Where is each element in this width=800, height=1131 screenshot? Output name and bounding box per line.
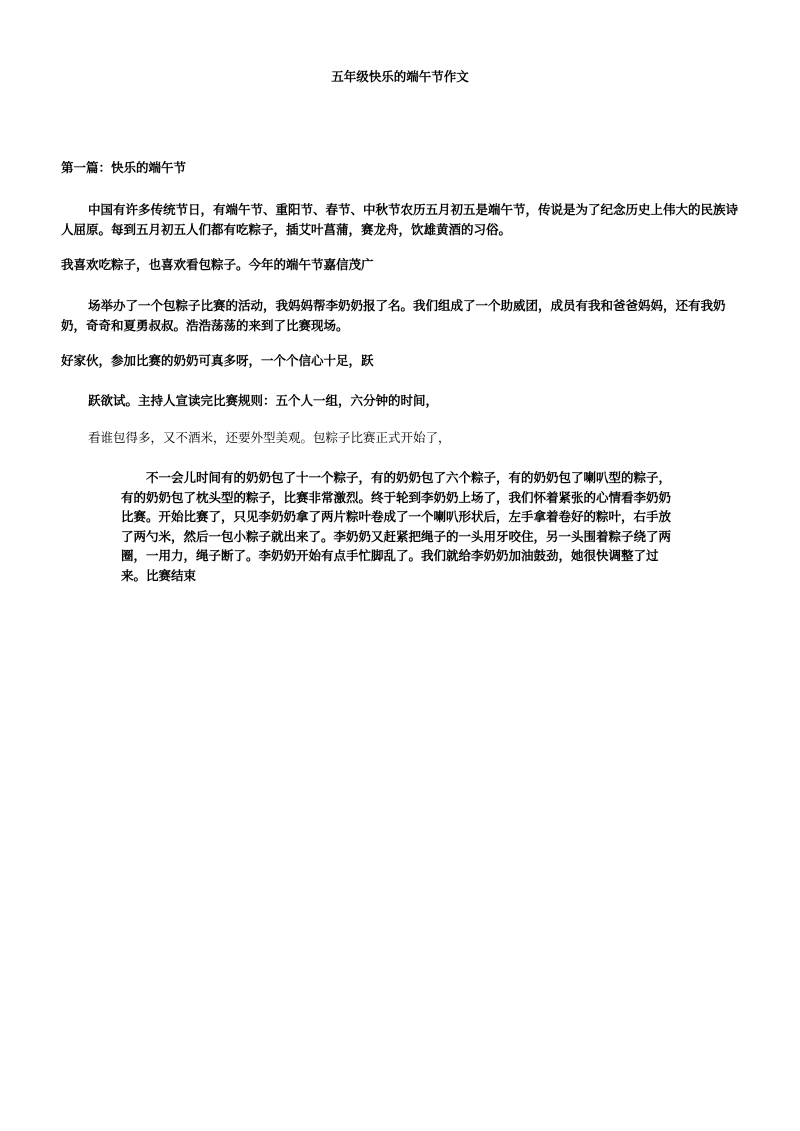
paragraph-3: 场举办了一个包粽子比赛的活动，我妈妈帮李奶奶报了名。我们组成了一个助威团，成员有我和爸爸妈妈，还有我奶奶，奇奇和夏勇叔叔。浩浩荡荡的来到了比赛现场。 [61, 298, 726, 333]
document-title: 五年级快乐的端午节作文 [331, 69, 469, 84]
paragraph-7: 不一会儿时间有的奶奶包了十一个粽子，有的奶奶包了六个粽子，有的奶奶包了喇叭型的粽子，有的奶奶包了枕头型的粽子，比赛非常激烈。终于轮到李奶奶上场了，我们怀着紧张的心情看李奶奶比赛。开始比赛了，只见李奶奶拿了两片粽叶卷成了一个喇叭形状后，左手拿着卷好的粽叶，右手放了两勺米，然后一包小粽子就出来了。李奶奶又赶紧把绳子的一头用牙咬住，另一头围着粽子绕了两圈，一用力，绳子断了。李奶奶开始有点手忙脚乱了。我们就给李奶奶加油鼓劲，她很快调整了过来。比赛结束 [121, 470, 672, 583]
paragraph-2: 我喜欢吃粽子，也喜欢看包粽子。今年的端午节嘉信茂广 [61, 257, 374, 272]
paragraph-5: 跃欲试。主持人宣读完比赛规则：五个人一组，六分钟的时间， [88, 393, 439, 408]
paragraph-1: 中国有许多传统节日，有端午节、重阳节、春节、中秋节农历五月初五是端午节，传说是为了纪念历史上伟大的民族诗人屈原。每到五月初五人们都有吃粽子，插艾叶菖蒲，赛龙舟，饮雄黄酒的习俗。 [61, 202, 739, 237]
paragraph-4: 好家伙，参加比赛的奶奶可真多呀，一个个信心十足，跃 [61, 353, 374, 368]
paragraph-6: 看谁包得多，又不酒米，还要外型美观。包粽子比赛正式开始了， [88, 430, 451, 445]
section-heading: 第一篇：快乐的端午节 [61, 160, 187, 175]
